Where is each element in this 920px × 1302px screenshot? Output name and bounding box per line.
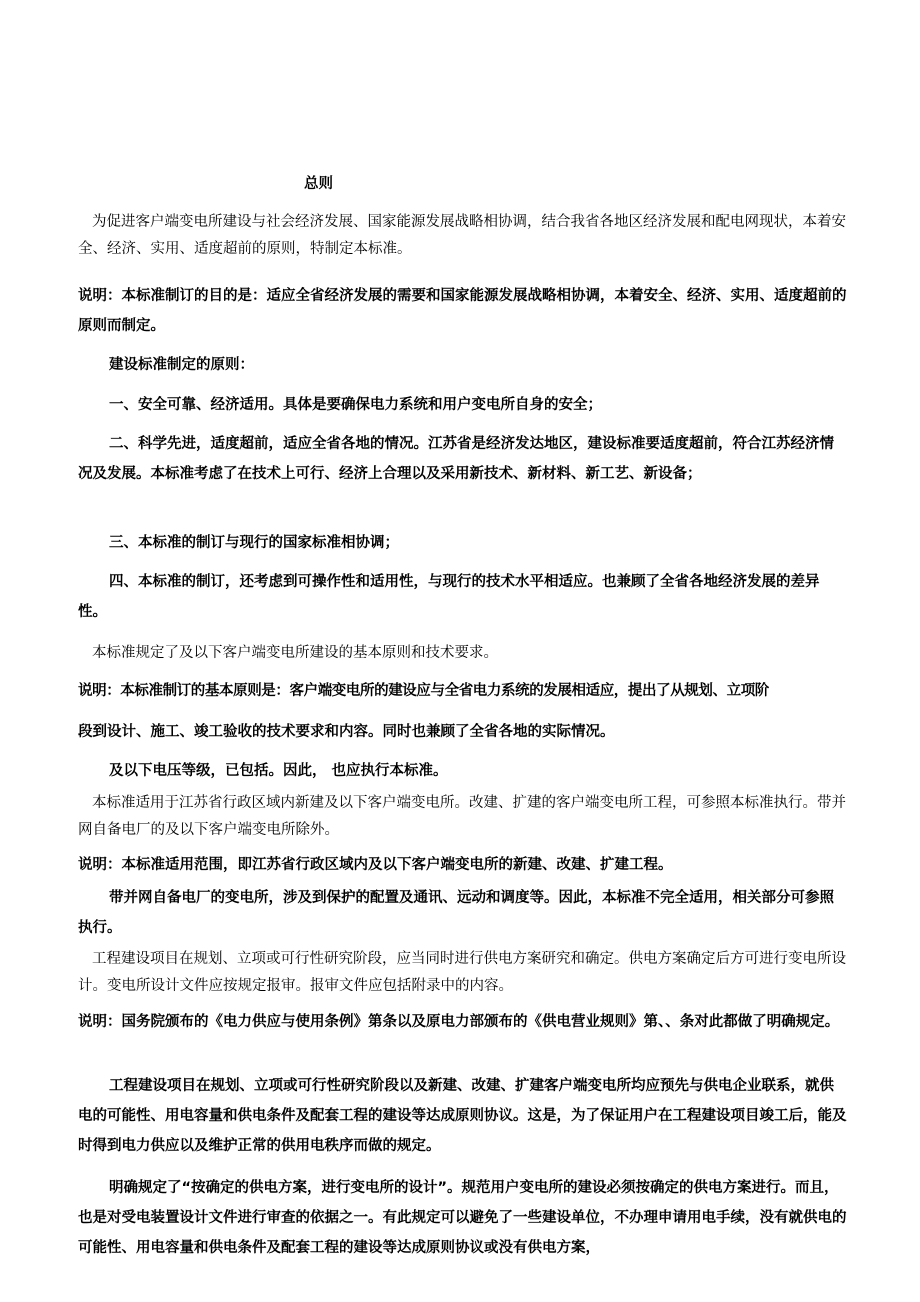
note-purpose: 说明：本标准制订的目的是：适应全省经济发展的需要和国家能源发展战略相协调，本着安全、经济、实用、适度超前的原则而制定。: [78, 288, 847, 334]
paragraph-scope-rules: 本标准规定了及以下客户端变电所建设的基本原则和技术要求。: [92, 645, 498, 661]
note-regulations: 说明：国务院颁布的《电力供应与使用条例》第条以及原电力部颁布的《供电营业规则》第、、条对此都做了明确规定。: [78, 1014, 840, 1030]
note-applicability: 说明：本标准适用范围，即江苏省行政区域内及以下客户端变电所的新建、改建、扩建工程。: [78, 857, 673, 873]
note-project-contact: 工程建设项目在规划、立项或可行性研究阶段以及新建、改建、扩建客户端变电所均应预先与供电企业联系，就供电的可能性、用电容量和供电条件及配套工程的建设等达成原则协议。这是，为了保证用户在工程建设项目竣工后，能及时得到电力供应以及维护正常的供用电秩序而做的规定。: [78, 1078, 847, 1154]
paragraph-applicability: 本标准适用于江苏省行政区域内新建及以下客户端变电所。改建、扩建的客户端变电所工程，可参照本标准执行。带并网自备电厂的及以下客户端变电所除外。: [78, 795, 846, 838]
principle-1: 一、安全可靠、经济适用。具体是要确保电力系统和用户变电所自身的安全；: [109, 397, 602, 413]
note-basic-principle-line1: 说明：本标准制订的基本原则是：客户端变电所的建设应与全省电力系统的发展相适应，提出了从规划、立项阶: [78, 683, 769, 699]
principle-2: 二、科学先进，适度超前，适应全省各地的情况。江苏省是经济发达地区，建设标准要适度超前，符合江苏经济情况及发展。本标准考虑了在技术上可行、经济上合理以及采用新技术、新材料、新工艺、新设备；: [78, 436, 834, 482]
principle-3: 三、本标准的制订与现行的国家标准相协调；: [109, 535, 399, 551]
paragraph-supply-scheme: 工程建设项目在规划、立项或可行性研究阶段，应当同时进行供电方案研究和确定。供电方案确定后方可进行变电所设计。变电所设计文件应按规定报审。报审文件应包括附录中的内容。: [78, 951, 846, 994]
note-design-rule: 明确规定了“按确定的供电方案，进行变电所的设计”。规范用户变电所的建设必须按确定的供电方案进行。而且，也是对受电装置设计文件进行审查的依据之一。有此规定可以避免了一些建设单位，不办理申请用电手续，没有就供电的可能性、用电容量和供电条件及配套工程的建设等达成原则协议或没有供电方案，: [78, 1180, 847, 1256]
voltage-level-note: 及以下电压等级，已包括。因此， 也应执行本标准。: [109, 763, 448, 779]
note-self-plant: 带并网自备电厂的变电所，涉及到保护的配置及通讯、远动和调度等。因此，本标准不完全适用，相关部分可参照执行。: [78, 890, 834, 936]
paragraph-purpose: 为促进客户端变电所建设与社会经济发展、国家能源发展战略相协调，结合我省各地区经济发展和配电网现状，本着安全、经济、实用、适度超前的原则，特制定本标准。: [78, 214, 846, 257]
note-basic-principle-line2: 段到设计、施工、竣工验收的技术要求和内容。同时也兼顾了全省各地的实际情况。: [78, 724, 615, 740]
principles-heading: 建设标准制定的原则：: [109, 357, 254, 373]
principle-4: 四、本标准的制订，还考虑到可操作性和适用性，与现行的技术水平相适应。也兼顾了全省各地经济发展的差异性。: [78, 574, 820, 620]
page-title: 总则: [304, 176, 333, 192]
